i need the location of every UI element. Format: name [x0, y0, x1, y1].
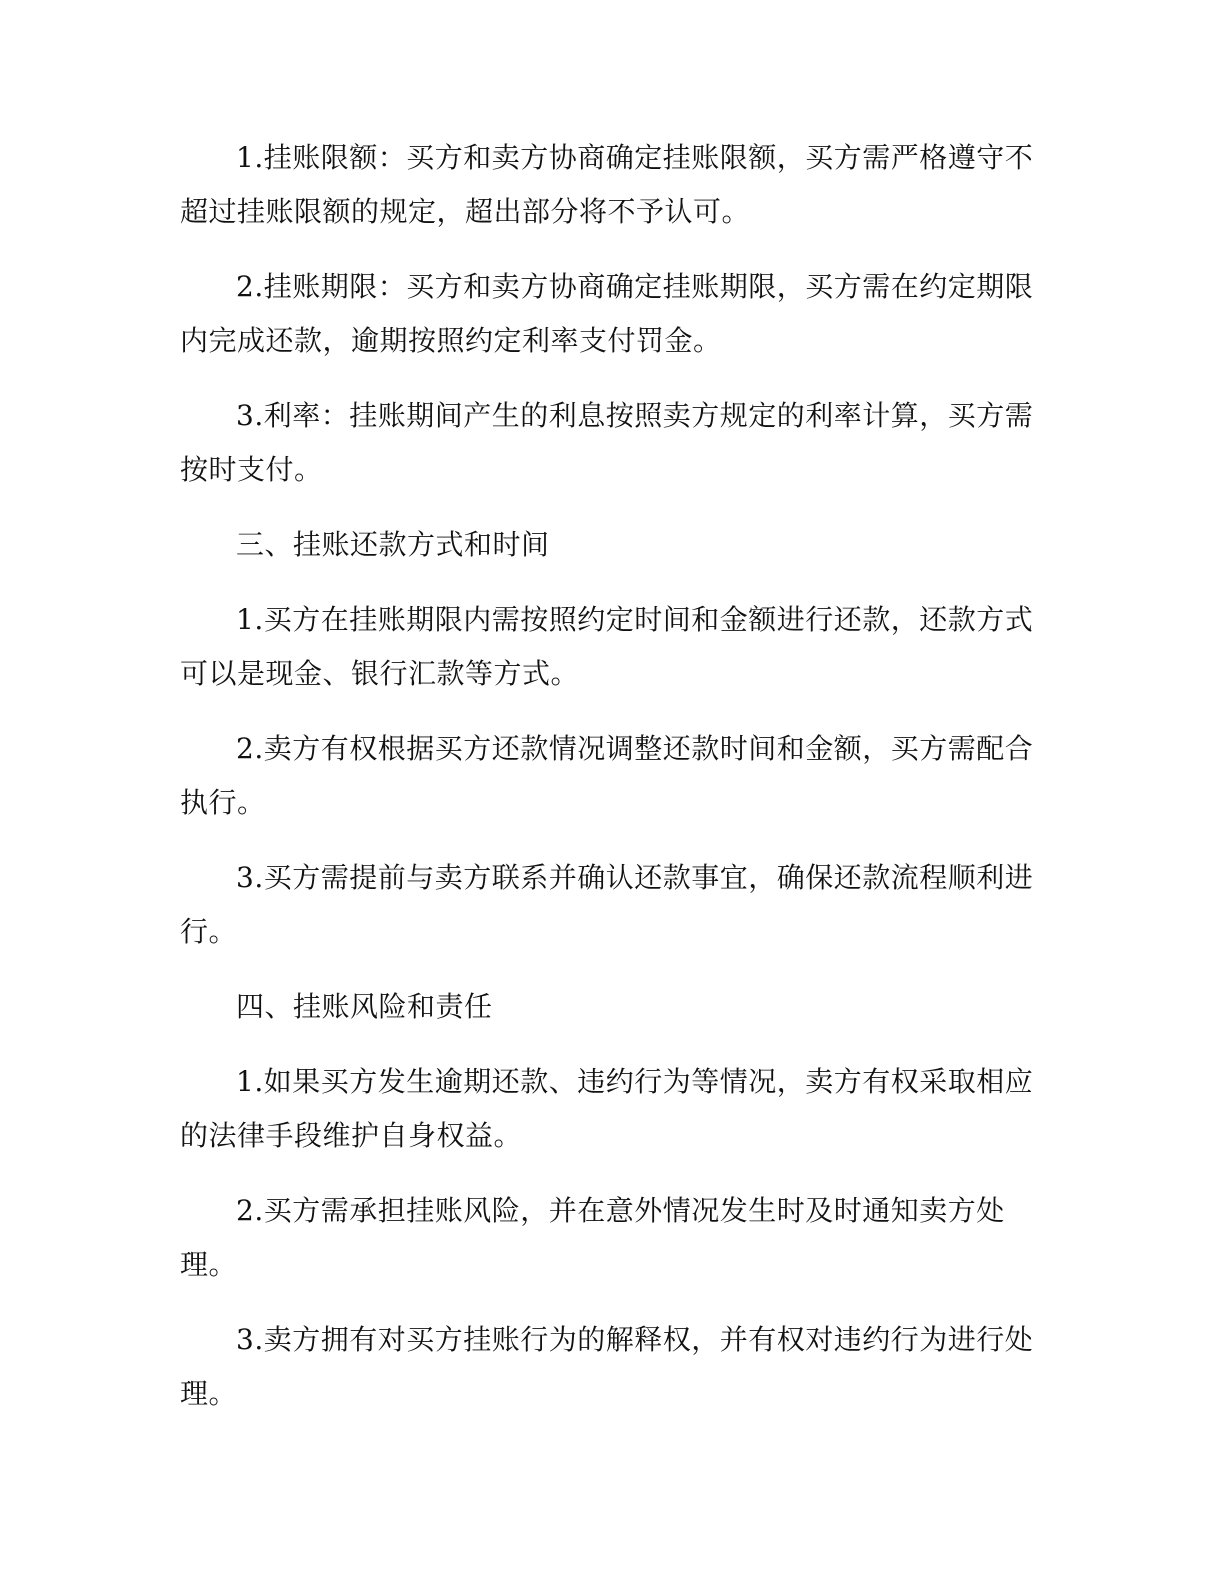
clause-risk-notification: 2.买方需承担挂账风险，并在意外情况发生时及时通知卖方处理。	[180, 1194, 1005, 1281]
clause-repayment-confirmation: 3.买方需提前与卖方联系并确认还款事宜，确保还款流程顺利进行。	[180, 861, 1034, 948]
section-heading-repayment: 三、挂账还款方式和时间	[236, 528, 550, 561]
section-heading-risk: 四、挂账风险和责任	[236, 990, 493, 1023]
clause-default-remedy: 1.如果买方发生逾期还款、违约行为等情况，卖方有权采取相应的法律手段维护自身权益。	[180, 1065, 1034, 1152]
clause-credit-limit: 1.挂账限额：买方和卖方协商确定挂账限额，买方需严格遵守不超过挂账限额的规定，超出部分将不予认可。	[180, 141, 1034, 228]
document-page	[180, 131, 1035, 1442]
clause-credit-term: 2.挂账期限：买方和卖方协商确定挂账期限，买方需在约定期限内完成还款，逾期按照约定利率支付罚金。	[180, 270, 1034, 357]
clause-interpretation-right: 3.卖方拥有对买方挂账行为的解释权，并有权对违约行为进行处理。	[180, 1323, 1034, 1410]
clause-repayment-method: 1.买方在挂账期限内需按照约定时间和金额进行还款，还款方式可以是现金、银行汇款等方式。	[180, 603, 1034, 690]
clause-repayment-adjustment: 2.卖方有权根据买方还款情况调整还款时间和金额，买方需配合执行。	[180, 732, 1034, 819]
clause-interest-rate: 3.利率：挂账期间产生的利息按照卖方规定的利率计算，买方需按时支付。	[180, 399, 1034, 486]
